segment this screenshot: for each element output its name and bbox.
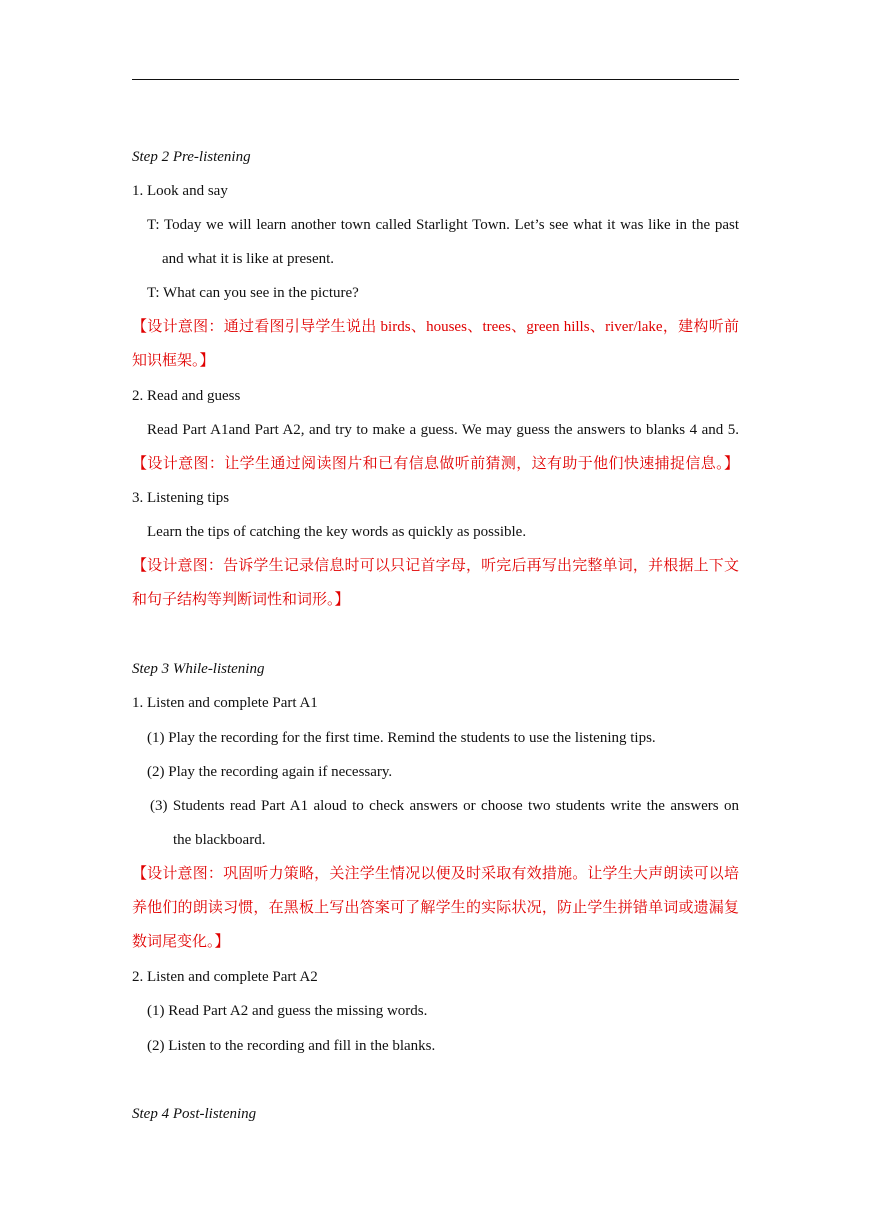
design-intent-1-line1: 【设计意图：通过看图引导学生说出 birds、houses、trees、green hills、river/lake，建构听前 xyxy=(132,319,739,335)
step4-heading: Step 4 Post-listening xyxy=(132,1106,257,1122)
step2-item1-line3: T: What can you see in the picture? xyxy=(147,285,359,301)
design-intent-4-line2: 养他们的朗读习惯，在黑板上写出答案可了解学生的实际状况，防止学生拼错单词或遗漏复 xyxy=(132,900,739,916)
header-rule xyxy=(132,79,739,80)
design-intent-4-line3: 数词尾变化。】 xyxy=(132,934,230,950)
step2-item3-line1: Learn the tips of catching the key words as quickly as possible. xyxy=(147,524,527,540)
design-intent-3-line1: 【设计意图：告诉学生记录信息时可以只记首字母，听完后再写出完整单词，并根据上下文 xyxy=(132,558,739,574)
step2-heading: Step 2 Pre-listening xyxy=(132,149,251,165)
step3-item1-sub1: (1) Play the recording for the first time. Remind the students to use the listening tips. xyxy=(147,730,656,746)
design-intent-3-line2: 和句子结构等判断词性和词形。】 xyxy=(132,592,350,608)
step3-item1-sub3-line2: the blackboard. xyxy=(173,832,266,848)
step3-item2-title: 2. Listen and complete Part A2 xyxy=(132,969,318,985)
design-intent-1-line2: 知识框架。】 xyxy=(132,353,215,369)
step2-item1-title: 1. Look and say xyxy=(132,183,228,199)
design-intent-2-line1: 【设计意图：让学生通过阅读图片和已有信息做听前猜测，这有助于他们快速捕捉信息。】 xyxy=(132,456,739,472)
step2-item3-title: 3. Listening tips xyxy=(132,490,230,506)
step3-item2-sub1: (1) Read Part A2 and guess the missing words. xyxy=(147,1003,428,1019)
step2-item2-line1: Read Part A1and Part A2, and try to make a guess. We may guess the answers to blanks 4 and 5. xyxy=(147,422,739,438)
step3-heading: Step 3 While-listening xyxy=(132,661,265,677)
step3-item2-sub2: (2) Listen to the recording and fill in the blanks. xyxy=(147,1038,436,1054)
step2-item2-title: 2. Read and guess xyxy=(132,388,241,404)
step2-item1-line1: T: Today we will learn another town called Starlight Town. Let’s see what it was like in the past xyxy=(147,217,739,233)
step2-item1-line2: and what it is like at present. xyxy=(162,251,335,267)
design-intent-4-line1: 【设计意图：巩固听力策略，关注学生情况以便及时采取有效措施。让学生大声朗读可以培 xyxy=(132,866,739,882)
step3-item1-title: 1. Listen and complete Part A1 xyxy=(132,695,318,711)
step3-item1-sub3-line1: (3) Students read Part A1 aloud to check answers or choose two students write the answers on xyxy=(150,798,739,814)
step3-item1-sub2: (2) Play the recording again if necessary. xyxy=(147,764,393,780)
